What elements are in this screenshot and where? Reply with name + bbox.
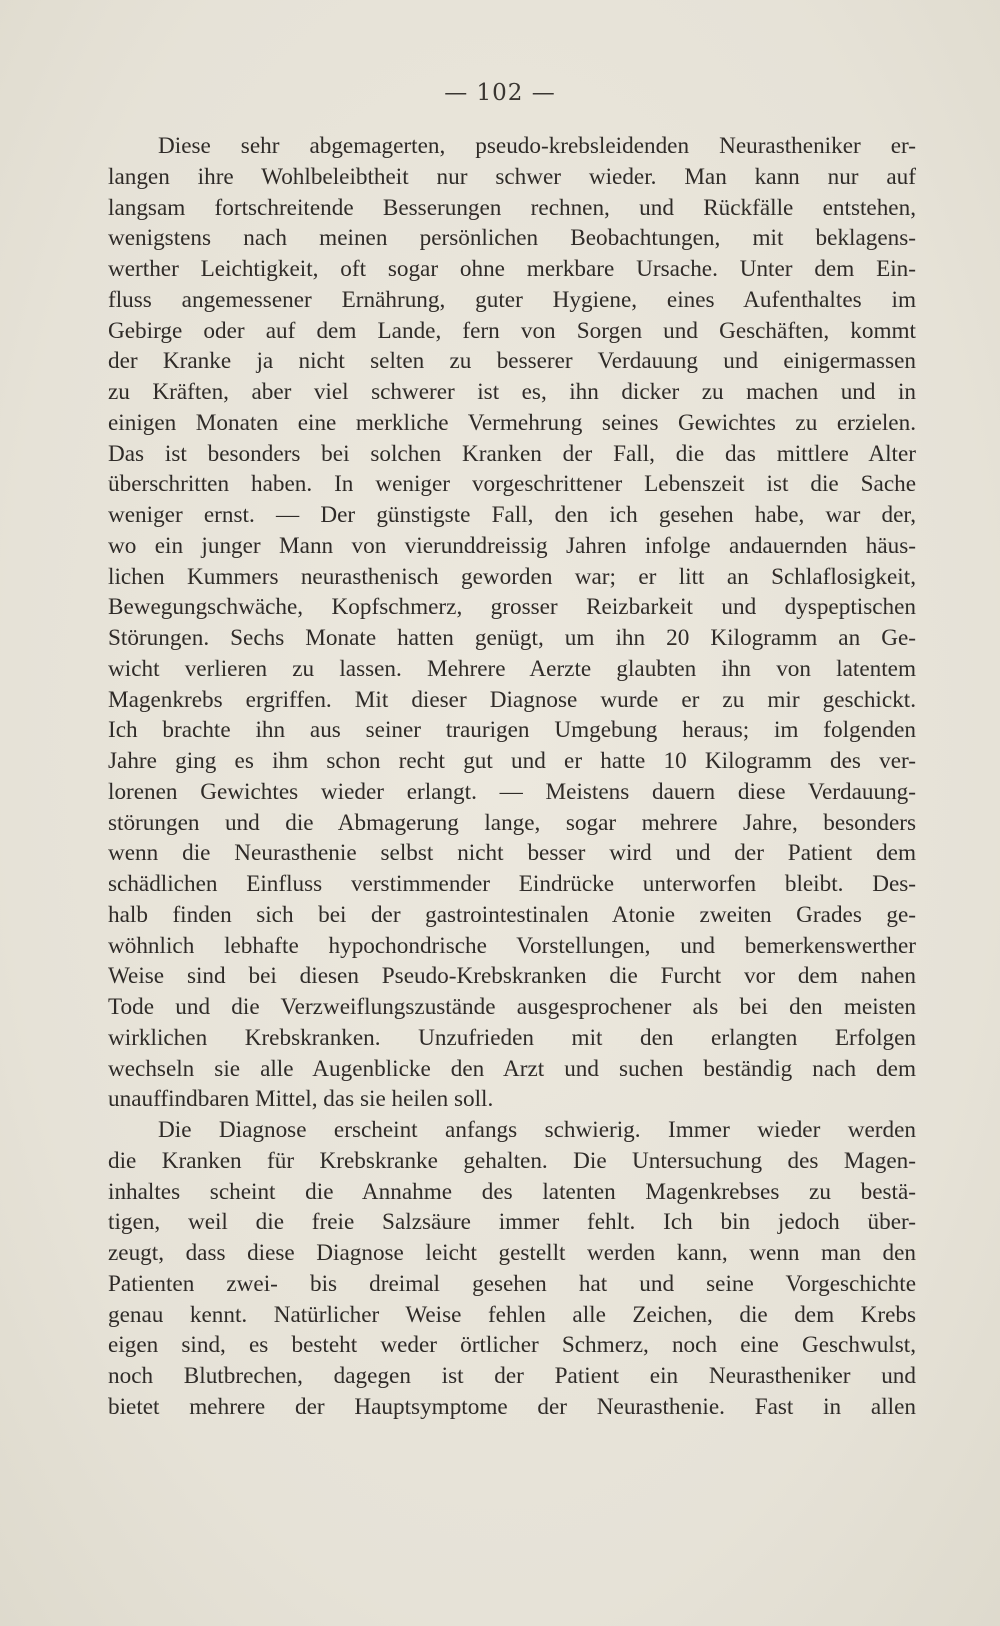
text-line: Die Diagnose erscheint anfangs schwierig. Immer wieder werden xyxy=(158,1117,916,1143)
paragraph-2 xyxy=(108,1115,916,1423)
text-line: wöhnlich lebhafte hypochondrische Vorstellungen, und bemerkenswerther xyxy=(108,932,916,959)
text-line: die Kranken für Krebskranke gehalten. Die Untersuchung des Magen- xyxy=(108,1147,916,1174)
text-line: inhaltes scheint die Annahme des latenten Magenkrebses zu bestä- xyxy=(108,1178,916,1205)
text-line: wicht verlieren zu lassen. Mehrere Aerzte glaubten ihn von latentem xyxy=(108,655,916,682)
text-line: weniger ernst. — Der günstigste Fall, den ich gesehen habe, war der, xyxy=(108,502,916,528)
text-line: lichen Kummers neurasthenisch geworden war; er litt an Schlaflosigkeit, xyxy=(108,563,916,590)
text-line: Patienten zwei- bis dreimal gesehen hat und seine Vorgeschichte xyxy=(108,1270,916,1297)
text-line: Gebirge oder auf dem Lande, fern von Sorgen und Geschäften, kommt xyxy=(108,317,916,344)
text-line: der Kranke ja nicht selten zu besserer Verdauung und einigermassen xyxy=(108,348,916,375)
page-number: — 102 — xyxy=(444,80,556,106)
text-line: eigen sind, es besteht weder örtlicher Schmerz, noch eine Geschwulst, xyxy=(108,1332,916,1359)
text-line: Bewegungschwäche, Kopfschmerz, grosser Reizbarkeit und dyspeptischen xyxy=(108,594,916,621)
text-line: lorenen Gewichtes wieder erlangt. — Meistens dauern diese Verdauung- xyxy=(108,778,916,805)
text-line: Magenkrebs ergriffen. Mit dieser Diagnose wurde er zu mir geschickt. xyxy=(108,686,916,713)
text-line: überschritten haben. In weniger vorgeschrittener Lebenszeit ist die Sache xyxy=(108,471,916,498)
text-line: tigen, weil die freie Salzsäure immer fehlt. Ich bin jedoch über- xyxy=(108,1209,916,1236)
text-line: wechseln sie alle Augenblicke den Arzt und suchen beständig nach dem xyxy=(108,1055,916,1082)
text-line: fluss angemessener Ernährung, guter Hygiene, eines Aufenthaltes im xyxy=(108,286,916,313)
text-line: wirklichen Krebskranken. Unzufrieden mit den erlangten Erfolgen xyxy=(108,1024,916,1051)
text-line: genau kennt. Natürlicher Weise fehlen alle Zeichen, die dem Krebs xyxy=(108,1301,916,1328)
text-line: Diese sehr abgemagerten, pseudo-krebsleidenden Neurastheniker er- xyxy=(158,133,916,159)
text-line: Tode und die Verzweiflungszustände ausgesprochener als bei den meisten xyxy=(108,994,916,1020)
text-line: langen ihre Wohlbeleibtheit nur schwer wieder. Man kann nur auf xyxy=(108,163,916,190)
text-line: schädlichen Einfluss verstimmender Eindrücke unterworfen bleibt. Des- xyxy=(108,871,916,897)
text-line: Störungen. Sechs Monate hatten genügt, um ihn 20 Kilogramm an Ge- xyxy=(108,625,916,651)
text-line: langsam fortschreitende Besserungen rechnen, und Rückfälle entstehen, xyxy=(108,194,916,221)
text-line: werther Leichtigkeit, oft sogar ohne merkbare Ursache. Unter dem Ein- xyxy=(108,256,916,282)
text-line: unauffindbaren Mittel, das sie heilen soll. xyxy=(108,1086,494,1113)
text-line: Ich brachte ihn aus seiner traurigen Umgebung heraus; im folgenden xyxy=(108,717,916,744)
paragraph-1 xyxy=(108,131,916,1115)
text-line: wenn die Neurasthenie selbst nicht besser wird und der Patient dem xyxy=(108,840,916,867)
text-line: noch Blutbrechen, dagegen ist der Patient ein Neurastheniker und xyxy=(108,1363,916,1389)
text-line: störungen und die Abmagerung lange, sogar mehrere Jahre, besonders xyxy=(108,809,916,836)
text-line: wo ein junger Mann von vierunddreissig Jahren infolge andauernden häus- xyxy=(108,532,916,559)
text-line: zu Kräften, aber viel schwerer ist es, ihn dicker zu machen und in xyxy=(108,379,916,405)
text-line: einigen Monaten eine merkliche Vermehrung seines Gewichtes zu erzielen. xyxy=(108,409,916,436)
text-line: wenigstens nach meinen persönlichen Beobachtungen, mit beklagens- xyxy=(108,225,916,252)
text-line: Jahre ging es ihm schon recht gut und er hatte 10 Kilogramm des ver- xyxy=(108,748,916,774)
text-line: zeugt, dass diese Diagnose leicht gestellt werden kann, wenn man den xyxy=(108,1240,916,1266)
text-line: halb finden sich bei der gastrointestinalen Atonie zweiten Grades ge- xyxy=(108,901,916,928)
text-line: Das ist besonders bei solchen Kranken der Fall, die das mittlere Alter xyxy=(108,440,916,467)
text-line: bietet mehrere der Hauptsymptome der Neurasthenie. Fast in allen xyxy=(108,1393,916,1420)
body-text xyxy=(108,131,916,1423)
text-line: Weise sind bei diesen Pseudo-Krebskranken die Furcht vor dem nahen xyxy=(108,963,916,990)
